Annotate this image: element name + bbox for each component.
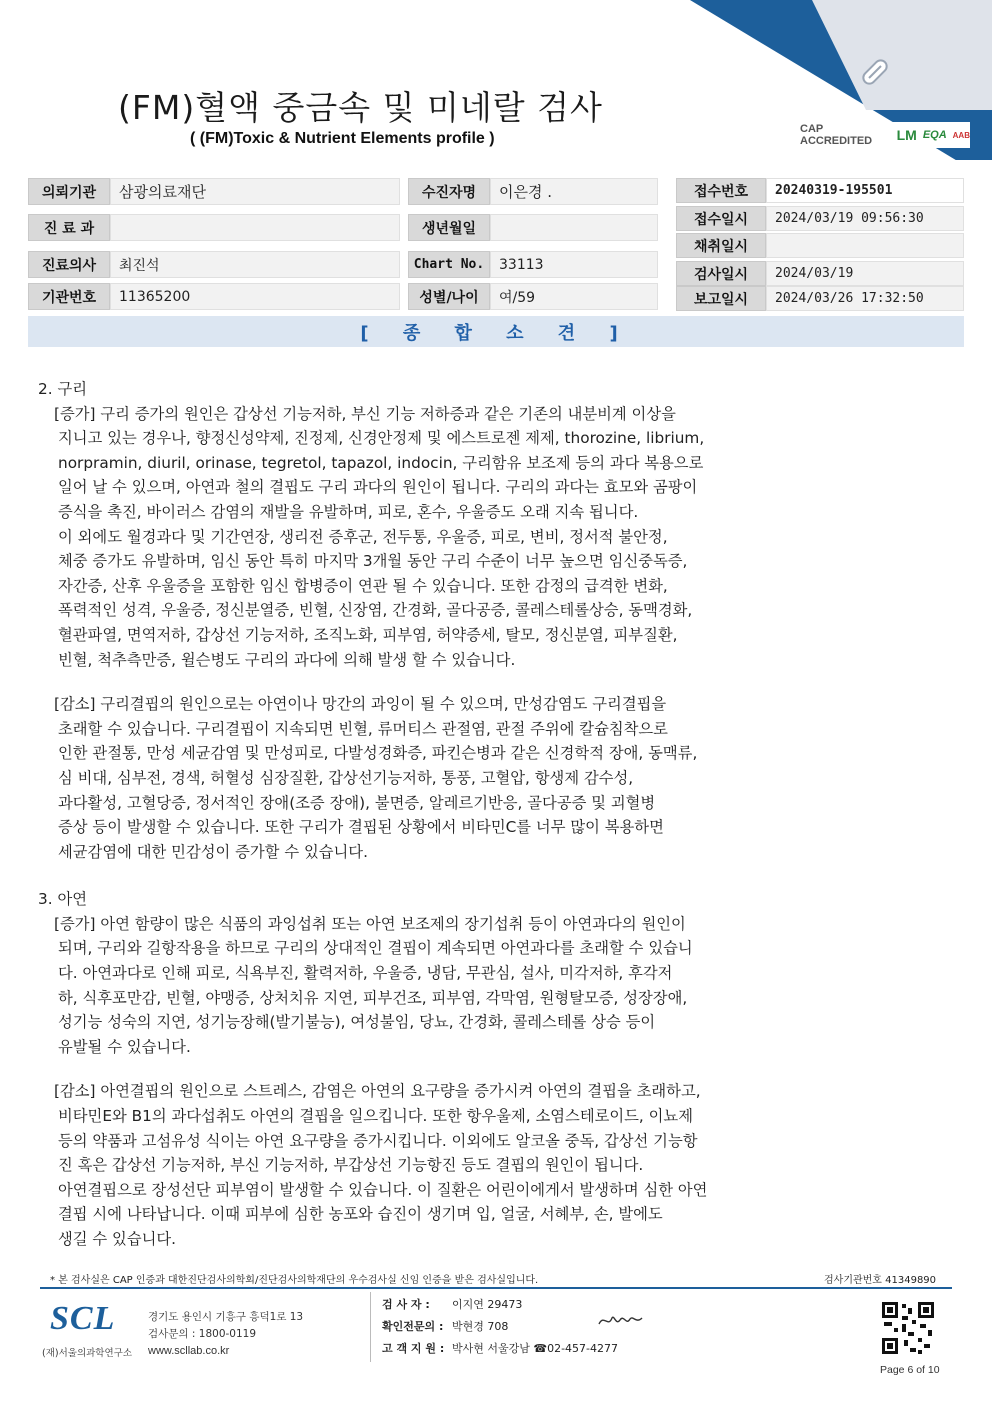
institution-label: 의뢰기관 [28, 178, 110, 205]
receipt-date-value: 2024/03/19 09:56:30 [766, 206, 964, 231]
text-line: 하, 식후포만감, 빈혈, 야맹증, 상처치유 지연, 피부건조, 피부염, 각막염, 원형탈모증, 성장장애, [58, 988, 688, 1007]
signers-block [382, 1294, 618, 1360]
text-line: 유발될 수 있습니다. [58, 1037, 191, 1056]
summary-heading: [ 종 합 소 견 ] [28, 316, 964, 347]
report-body [38, 377, 938, 1252]
cap-logo: CAP ACCREDITED [800, 123, 873, 147]
institution-value: 삼광의료재단 [110, 178, 400, 205]
text-line: 지니고 있는 경우나, 향정신성약제, 진정제, 신경안정제 및 에스트로젠 제제, thorozine, librium, [58, 429, 705, 448]
report-date-label: 보고일시 [676, 286, 766, 311]
support-value: 박사현 서울강남 ☎02-457-4277 [452, 1342, 619, 1355]
patient-label: 수진자명 [408, 178, 490, 205]
text-line: 이 외에도 월경과다 및 기간연장, 생리전 증후군, 전두통, 우울증, 피로, 변비, 정서적 불안정, [58, 527, 668, 546]
inst-no-value: 11365200 [110, 283, 400, 310]
collect-label: 채취일시 [676, 233, 766, 258]
address: 경기도 용인시 기흥구 흥덕1로 13 [148, 1311, 304, 1323]
copper-increase-paragraph [38, 402, 938, 673]
doctor-label: 진료의사 [28, 251, 110, 278]
text-line: 등의 약품과 고섬유성 식이는 아연 요구량을 증가시킵니다. 이외에도 알코올 중독, 갑상선 기능항 [58, 1131, 698, 1150]
text-line: 체중 증가도 유발하며, 임신 동안 특히 마지막 3개월 동안 구리 수준이 너무 높으면 임신중독증, [58, 552, 688, 571]
text-line: 일어 날 수 있으며, 아연과 철의 결핍도 구리 과다의 원인이 됩니다. 구리의 과다는 효모와 곰팡이 [58, 478, 698, 497]
confirmer-label: 확인전문의 : [382, 1320, 444, 1333]
footer-separator [370, 1292, 371, 1362]
birth-value [490, 214, 658, 241]
text-line: 과다활성, 고혈당증, 정서적인 장애(조증 장애), 불면증, 알레르기반응, 골다공증 및 괴혈병 [58, 793, 656, 812]
copper-decrease-paragraph [38, 692, 938, 864]
inst-no-label: 기관번호 [28, 283, 110, 310]
text-line: 증식을 촉진, 바이러스 감염의 재발을 유발하며, 피로, 혼수, 우울증도 오래 지속 됩니다. [58, 502, 639, 521]
header-decoration-light [812, 0, 992, 110]
text-line: 생길 수 있습니다. [58, 1230, 177, 1248]
report-date-value: 2024/03/26 17:32:50 [766, 286, 964, 311]
text-line: 진 혹은 갑상선 기능저하, 부신 기능저하, 부갑상선 기능항진 등도 결핍의 원인이 됩니다. [58, 1156, 644, 1175]
receipt-no-value: 20240319-195501 [766, 178, 964, 203]
text-line: 다. 아연과다로 인해 피로, 식욕부진, 활력저하, 우울증, 냉담, 무관심, 설사, 미각저하, 후각저 [58, 964, 673, 983]
text-line: [증가] 아연 함량이 많은 식품의 과잉섭취 또는 아연 보조제의 장기섭취 등이 아연과다의 원인이 [54, 914, 686, 933]
zinc-title: 3. 아연 [38, 890, 88, 909]
report-header [0, 0, 992, 170]
page-number: Page 6 of 10 [880, 1364, 940, 1376]
certification-logos [800, 122, 970, 148]
text-line: 빈혈, 척추측만증, 윌슨병도 구리의 과다에 의해 발생 할 수 있습니다. [58, 650, 516, 669]
lab-number: 검사기관번호 41349890 [824, 1275, 937, 1286]
text-line: norpramin, diuril, orinase, tegretol, tapazol, indocin, 구리함유 보조제 등의 과다 복용으로 [58, 453, 704, 472]
page-title: (FM)혈액 중금속 및 미네랄 검사 [118, 88, 603, 127]
test-date-value: 2024/03/19 [766, 261, 964, 286]
department-label: 진 료 과 [28, 214, 110, 241]
zinc-increase-paragraph [38, 912, 938, 1060]
website-link[interactable]: www.scllab.co.kr [148, 1345, 230, 1357]
org-name: (재)서울의과학연구소 [42, 1348, 133, 1359]
qr-code-icon [880, 1300, 936, 1356]
test-date-label: 검사일시 [676, 261, 766, 286]
sex-age-label: 성별/나이 [408, 283, 490, 310]
copper-title: 2. 구리 [38, 380, 88, 398]
footer-divider [40, 1287, 952, 1289]
copper-section [38, 377, 938, 864]
scl-logo: SCL [50, 1300, 116, 1337]
chart-no-label: Chart No. [408, 251, 490, 278]
phone: 검사문의 : 1800-0119 [148, 1328, 257, 1340]
collect-value [766, 233, 964, 258]
eqa-logo: EQA [922, 129, 947, 141]
chart-no-value: 33113 [490, 251, 658, 278]
text-line: 세균감염에 대한 민감성이 증가할 수 있습니다. [58, 842, 368, 861]
brain-icon [700, 48, 760, 98]
receipt-no-label: 접수번호 [676, 178, 766, 203]
text-line: 되며, 구리와 길항작용을 하므로 구리의 상대적인 결핍이 계속되면 아연과다를 초래할 수 있습니 [58, 939, 693, 958]
text-line: 자간증, 산후 우울증을 포함한 임신 합병증이 연관 될 수 있습니다. 또한 감정의 급격한 변화, [58, 576, 668, 595]
tester-label: 검 사 자 : [382, 1298, 430, 1311]
text-line: 성기능 성숙의 지연, 성기능장해(발기불능), 여성불임, 당뇨, 간경화, 콜레스테롤 상승 등이 [58, 1013, 656, 1032]
text-line: 폭력적인 성격, 우울증, 정신분열증, 빈혈, 신장염, 간경화, 골다공증, 콜레스테롤상승, 동맥경화, [58, 601, 693, 620]
confirmer-value: 박현경 708 [452, 1320, 509, 1333]
aab-logo: AAB [952, 130, 970, 140]
page-subtitle: ( (FM)Toxic & Nutrient Elements profile ) [190, 130, 495, 147]
lm-logo: LM [896, 127, 917, 143]
patient-value: 이은경 . [490, 178, 658, 205]
text-line: 심 비대, 심부전, 경색, 허혈성 심장질환, 갑상선기능저하, 통풍, 고혈압, 항생제 감수성, [58, 768, 634, 787]
doctor-value: 최진석 [110, 251, 400, 278]
text-line: 초래할 수 있습니다. 구리결핍이 지속되면 빈혈, 류머티스 관절염, 관절 주위에 칼슘침착으로 [58, 719, 668, 738]
department-value [110, 214, 400, 241]
contact-info [148, 1309, 303, 1360]
zinc-section [38, 887, 938, 1251]
footer-note: * 본 검사실은 CAP 인증과 대한진단검사의학회/진단검사의학재단의 우수검사실 신임 인증을 받은 검사실입니다. [50, 1275, 539, 1286]
pill-icon [855, 52, 895, 92]
text-line: 인한 관절통, 만성 세균감염 및 만성피로, 다발성경화증, 파킨슨병과 같은 신경학적 장애, 동맥류, [58, 744, 698, 763]
signature [596, 1310, 646, 1332]
text-line: [증가] 구리 증가의 원인은 갑상선 기능저하, 부신 기능 저하증과 같은 기존의 내분비계 이상을 [54, 404, 676, 423]
zinc-decrease-paragraph [38, 1079, 938, 1251]
text-line: 결핍 시에 나타납니다. 이때 피부에 심한 농포와 습진이 생기며 입, 얼굴, 서혜부, 손, 발에도 [58, 1205, 663, 1224]
birth-label: 생년월일 [408, 214, 490, 241]
text-line: 증상 등이 발생할 수 있습니다. 또한 구리가 결핍된 상황에서 비타민C를 너무 많이 복용하면 [58, 818, 664, 837]
sex-age-value: 여/59 [490, 283, 658, 310]
support-label: 고 객 지 원 : [382, 1342, 445, 1355]
text-line: [감소] 구리결핍의 원인으로는 아연이나 망간의 과잉이 될 수 있으며, 만성감염도 구리결핍을 [54, 695, 667, 714]
text-line: [감소] 아연결핍의 원인으로 스트레스, 감염은 아연의 요구량을 증가시켜 아연의 결핍을 초래하고, [54, 1082, 701, 1101]
text-line: 혈관파열, 면역저하, 갑상선 기능저하, 조직노화, 피부염, 허약증세, 탈모, 정신분열, 피부질환, [58, 625, 678, 644]
text-line: 아연결핍으로 장성선단 피부염이 발생할 수 있습니다. 이 질환은 어린이에게서 발생하며 심한 아연 [58, 1180, 708, 1199]
text-line: 비타민E와 B1의 과다섭취도 아연의 결핍을 일으킵니다. 또한 항우울제, 소염스테로이드, 이뇨제 [58, 1107, 693, 1126]
tester-value: 이지연 29473 [452, 1298, 523, 1311]
receipt-date-label: 접수일시 [676, 206, 766, 231]
